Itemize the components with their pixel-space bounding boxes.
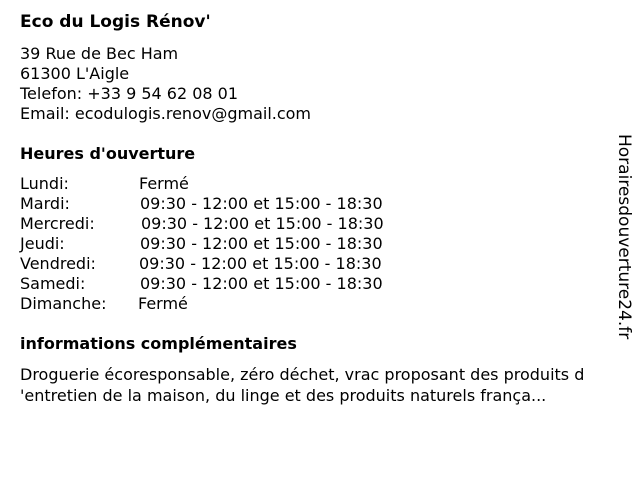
info-line-1: Droguerie écoresponsable, zéro déchet, vrac proposant des produits d: [20, 365, 585, 384]
hours-row-vendredi: [20, 254, 440, 274]
hours-time: Fermé: [139, 174, 189, 193]
hours-time: 09:30 - 12:00 et 15:00 - 18:30: [141, 214, 384, 233]
hours-row-dimanche: [20, 294, 440, 314]
postal-city: 61300 L'Aigle: [20, 64, 130, 83]
hours-row-samedi: [20, 274, 440, 294]
hours-row-lundi: [20, 174, 440, 194]
hours-day: Mardi:: [20, 194, 70, 213]
street-address: 39 Rue de Bec Ham: [20, 44, 179, 63]
hours-time: 09:30 - 12:00 et 15:00 - 18:30: [139, 254, 382, 273]
hours-day: Mercredi:: [20, 214, 95, 233]
hours-day: Samedi:: [20, 274, 86, 293]
hours-day: Lundi:: [20, 174, 69, 193]
hours-row-mardi: [20, 194, 440, 214]
email-address: Email: ecodulogis.renov@gmail.com: [20, 104, 312, 123]
hours-day: Dimanche:: [20, 294, 107, 313]
hours-row-mercredi: [20, 214, 440, 234]
info-line-2: 'entretien de la maison, du linge et des produits naturels frança...: [20, 386, 547, 405]
site-watermark: [613, 134, 635, 346]
address-block: [20, 44, 311, 124]
hours-row-jeudi: [20, 234, 440, 254]
hours-time: 09:30 - 12:00 et 15:00 - 18:30: [140, 234, 383, 253]
phone-number: Telefon: +33 9 54 62 08 01: [20, 84, 239, 103]
watermark-text: Horairesdouverture24.fr: [614, 134, 634, 340]
hours-time: Fermé: [138, 294, 188, 313]
hours-day: Vendredi:: [20, 254, 96, 273]
opening-hours-table: [20, 174, 440, 314]
additional-info-heading: informations complémentaires: [20, 334, 297, 353]
additional-info-text: [20, 364, 630, 406]
opening-hours-heading: Heures d'ouverture: [20, 144, 196, 163]
hours-time: 09:30 - 12:00 et 15:00 - 18:30: [140, 274, 383, 293]
hours-time: 09:30 - 12:00 et 15:00 - 18:30: [140, 194, 383, 213]
business-name: Eco du Logis Rénov': [20, 12, 211, 32]
hours-day: Jeudi:: [20, 234, 65, 253]
